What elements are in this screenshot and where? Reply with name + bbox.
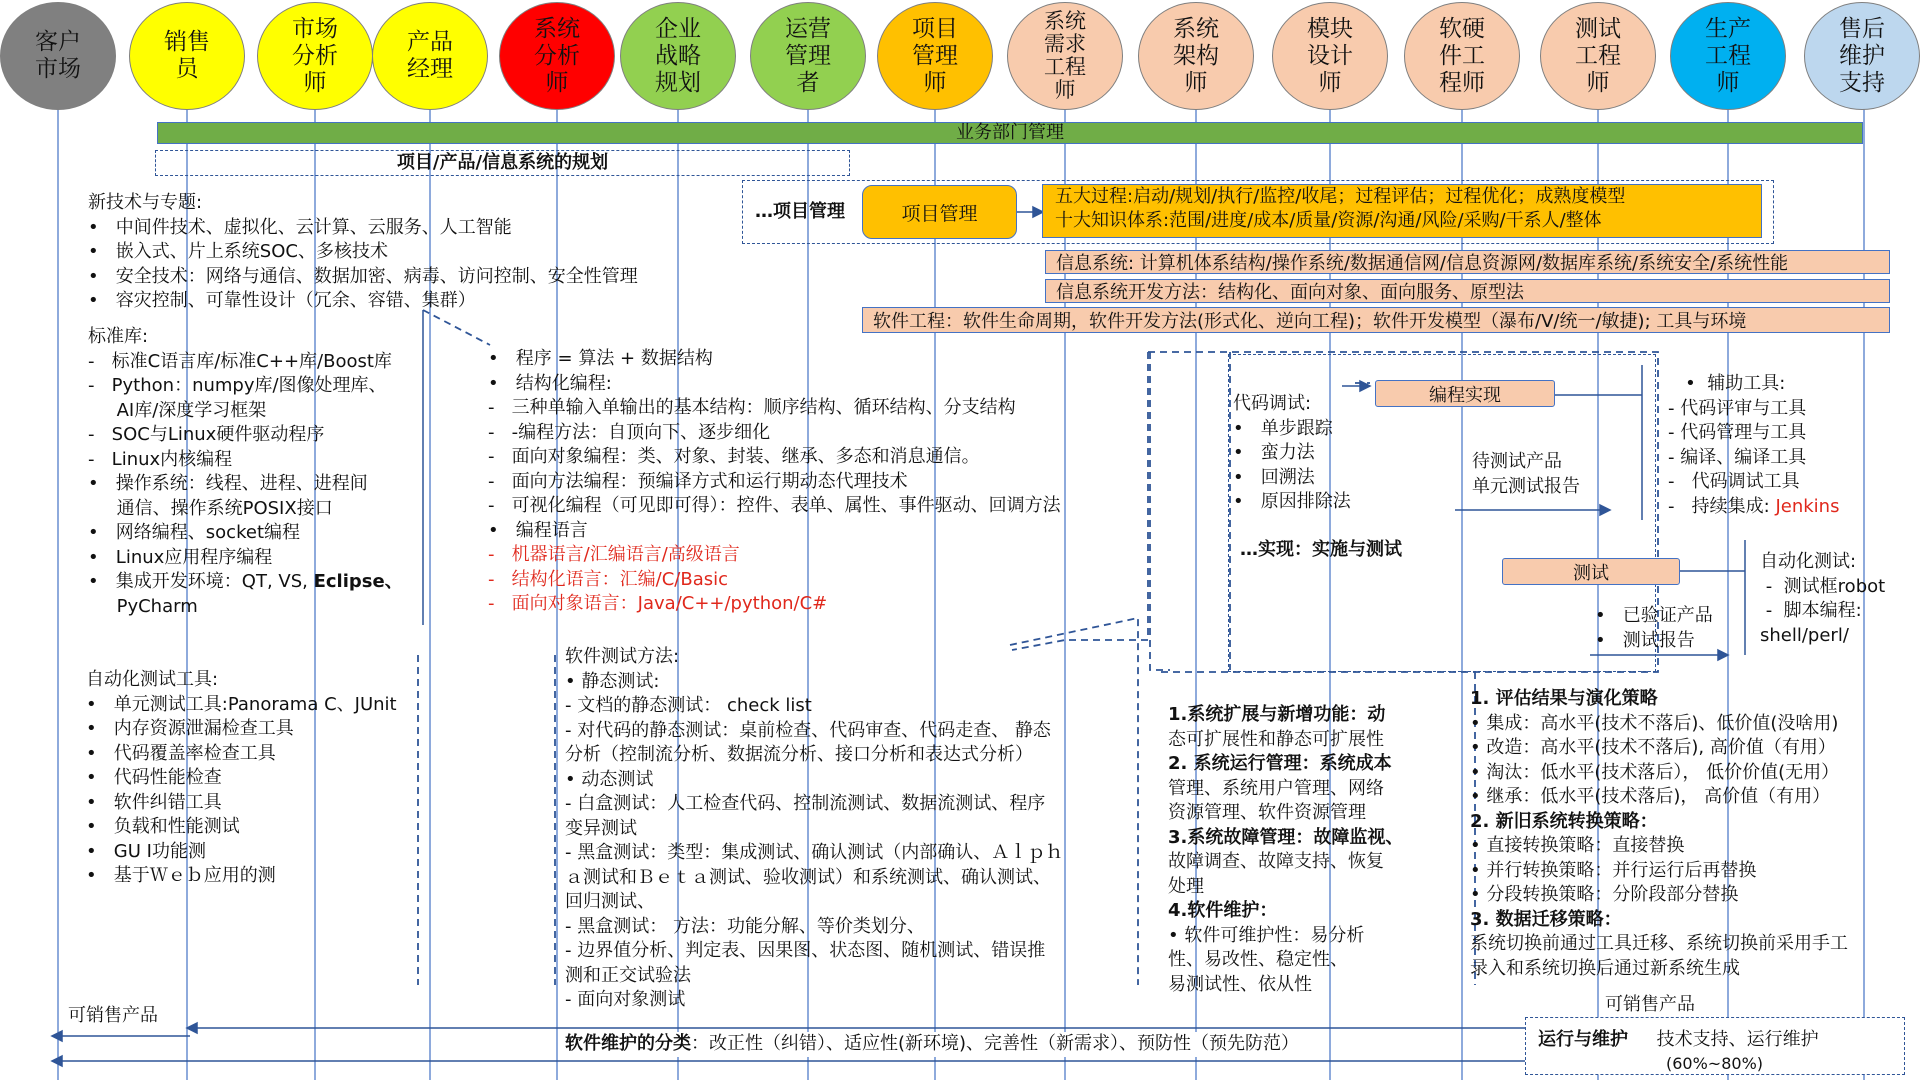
role-customer-market: 客户 市场 bbox=[0, 2, 116, 110]
list-item: • 单步跟踪 bbox=[1233, 417, 1333, 439]
list-item: • 改造：高水平(技术不落后), 高价值（有用） bbox=[1470, 737, 1836, 758]
list-item: shell/perl/ bbox=[1760, 624, 1849, 646]
list-item: • 编程语言 bbox=[488, 519, 588, 541]
test-methods-block bbox=[565, 645, 1063, 1013]
ops-label: 运行与维护 bbox=[1538, 1029, 1628, 1050]
list-item: • 直接转换策略：直接替换 bbox=[1470, 835, 1685, 856]
pm-box: 项目管理 bbox=[862, 185, 1017, 239]
role-requirements-engineer: 系统 需求 工程 师 bbox=[1007, 2, 1123, 110]
aux-tools-title: • 辅助工具: bbox=[1668, 373, 1786, 394]
list-item: - Python：numpy库/图像处理库、 bbox=[88, 375, 387, 396]
role-product-manager: 产品 经理 bbox=[372, 2, 488, 110]
list-item: - 脚本编程: bbox=[1760, 600, 1862, 621]
list-item: • 静态测试: bbox=[565, 670, 660, 692]
new-tech-block bbox=[88, 191, 638, 314]
list-item: 管理、系统用户管理、网络 bbox=[1168, 777, 1384, 799]
operations-box bbox=[1525, 1017, 1905, 1075]
ops-percentage: (60%~80%) bbox=[1666, 1054, 1764, 1073]
list-item: • 基于Ｗｅｂ应用的测 bbox=[86, 865, 276, 886]
list-item: • 继承：低水平(技术落后)， 高价值（有用） bbox=[1470, 786, 1831, 807]
list-item: 1.系统扩展与新增功能：动 bbox=[1168, 704, 1386, 725]
role-module-designer: 模块 设计 师 bbox=[1272, 2, 1388, 110]
test-box: 测试 bbox=[1502, 558, 1680, 585]
role-strategy-planning: 企业 战略 规划 bbox=[620, 2, 736, 110]
list-item: 资源管理、软件资源管理 bbox=[1168, 802, 1366, 823]
list-item: • 集成：高水平(技术不落后)、低价值(没啥用) bbox=[1470, 712, 1839, 734]
planning-box: 项目/产品/信息系统的规划 bbox=[155, 150, 850, 176]
pm-line-2: 十大知识体系:范围/进度/成本/质量/资源/沟通/风险/采购/干系人/整体 bbox=[1055, 210, 1602, 231]
list-item: • 安全技术：网络与通信、数据加密、病毒、访问控制、安全性管理 bbox=[88, 265, 638, 287]
list-item: • 容灾控制、可靠性设计（冗余、容错、集群） bbox=[88, 290, 476, 311]
list-item: - 面向对象编程：类、对象、封装、继承、多态和消息通信。 bbox=[488, 446, 980, 467]
list-item: 1. 评估结果与演化策略 bbox=[1470, 688, 1658, 709]
list-item: • 已验证产品 bbox=[1595, 605, 1713, 626]
list-item: • 测试报告 bbox=[1595, 629, 1695, 651]
list-item: - 代码调试工具 bbox=[1668, 471, 1800, 492]
info-dev-bar: 信息系统开发方法：结构化、面向对象、面向服务、原型法 bbox=[1045, 279, 1890, 303]
role-project-manager: 项目 管理 师 bbox=[877, 2, 993, 110]
list-item: • Linux应用程序编程 bbox=[88, 546, 273, 568]
list-item: - -编程方法：自顶向下、逐步细化 bbox=[488, 421, 771, 443]
maintenance-class: 软件维护的分类：改正性（纠错）、适应性(新环境)、完善性（新需求）、预防性（预先防范） bbox=[565, 1032, 1299, 1057]
list-item: - 代码评审与工具 bbox=[1668, 397, 1807, 419]
role-operations-manager: 运营 管理 者 bbox=[750, 2, 866, 110]
list-item: 态可扩展性和静态可扩展性 bbox=[1168, 728, 1384, 750]
aux-tools-block bbox=[1668, 372, 1839, 519]
list-item: - 白盒测试：人工检查代码、控制流测试、数据流测试、程序 bbox=[565, 793, 1046, 814]
list-item: • 集成开发环境：QT, VS, Eclipse、 bbox=[88, 571, 403, 592]
system-management-block bbox=[1168, 703, 1403, 997]
list-item: • 嵌入式、片上系统SOC、多核技术 bbox=[88, 241, 388, 262]
verified-block bbox=[1595, 604, 1713, 653]
list-item: • 分段转换策略：分阶段部分替换 bbox=[1470, 884, 1739, 905]
list-item: • 负载和性能测试 bbox=[86, 816, 240, 837]
std-lib-block bbox=[88, 325, 403, 619]
to-test-labels bbox=[1472, 450, 1580, 499]
sellable-product-left: 可销售产品 bbox=[68, 1004, 158, 1029]
list-item: • 软件纠错工具 bbox=[86, 791, 222, 813]
debug-block bbox=[1233, 392, 1351, 515]
debug-title: 代码调试: bbox=[1233, 393, 1312, 414]
list-item: - 黑盒测试：类型：集成测试、确认测试（内部确认、Ａｌｐｈ bbox=[565, 842, 1064, 863]
to-test-product: 待测试产品 bbox=[1472, 451, 1562, 472]
unit-test-report: 单元测试报告 bbox=[1472, 475, 1580, 497]
list-item: - 代码管理与工具 bbox=[1668, 422, 1807, 443]
auto-tools-block bbox=[86, 668, 397, 889]
list-item: 变异测试 bbox=[565, 817, 637, 839]
role-system-analyst: 系统 分析 师 bbox=[499, 2, 615, 110]
new-tech-title: 新技术与专题: bbox=[88, 192, 203, 213]
list-item: - 可视化编程（可见即可得）：控件、表单、属性、事件驱动、回调方法 bbox=[488, 495, 1061, 516]
role-market-analyst: 市场 分析 师 bbox=[257, 2, 373, 110]
auto-tools-title: 自动化测试工具: bbox=[86, 669, 219, 690]
list-item: • 蛮力法 bbox=[1233, 442, 1315, 463]
list-item: 测和正交试验法 bbox=[565, 964, 691, 986]
list-item: 3. 数据迁移策略： bbox=[1470, 908, 1622, 930]
list-item: - 三种单输入单输出的基本结构：顺序结构、循环结构、分支结构 bbox=[488, 397, 1016, 418]
list-item: • 结构化编程: bbox=[488, 372, 612, 394]
list-item: • GU I功能测 bbox=[86, 840, 206, 862]
list-item: - 持续集成: Jenkins bbox=[1668, 495, 1840, 517]
list-item: 处理 bbox=[1168, 875, 1204, 897]
info-system-bar: 信息系统: 计算机体系结构/操作系统/数据通信网/信息资源网/数据库系统/系统安全/系统性能 bbox=[1045, 250, 1890, 274]
list-item: 2. 新旧系统转换策略： bbox=[1470, 810, 1658, 832]
list-item: • 网络编程、socket编程 bbox=[88, 522, 300, 543]
list-item: - 编译、编译工具 bbox=[1668, 446, 1807, 468]
implementation-label: …实现：实施与测试 bbox=[1240, 539, 1402, 560]
list-item: - 对代码的静态测试：桌前检查、代码审查、代码走查、 静态 bbox=[565, 719, 1051, 741]
list-item: 易测试性、依从性 bbox=[1168, 973, 1312, 995]
list-item: - 测试框robot bbox=[1760, 575, 1886, 597]
list-item: PyCharm bbox=[116, 595, 198, 617]
list-item: 录入和系统切换后通过新系统生成 bbox=[1470, 957, 1740, 979]
list-item: 系统切换前通过工具迁移、系统切换前采用手工 bbox=[1470, 933, 1848, 954]
list-item: • 代码覆盖率检查工具 bbox=[86, 742, 276, 764]
list-item: 回归测试、 bbox=[565, 891, 655, 912]
list-item: 故障调查、故障支持、恢复 bbox=[1168, 851, 1384, 872]
list-item: 通信、操作系统POSIX接口 bbox=[116, 497, 333, 519]
role-salesperson: 销售 员 bbox=[129, 2, 245, 110]
list-item: - 面向方法编程：预编译方式和运行期动态代理技术 bbox=[488, 470, 908, 492]
business-management-bar: 业务部门管理 bbox=[157, 122, 1863, 144]
list-item: - 标准C语言库/标准C++库/Boost库 bbox=[88, 350, 392, 372]
list-item: - 机器语言/汇编语言/高级语言 bbox=[488, 544, 740, 565]
list-item: • 软件可维护性：易分析 bbox=[1168, 924, 1365, 946]
role-after-sales-support: 售后 维护 支持 bbox=[1804, 2, 1920, 110]
list-item: - 面向对象测试 bbox=[565, 989, 686, 1010]
auto-test-right-block bbox=[1760, 550, 1885, 648]
list-item: • 内存资源泄漏检查工具 bbox=[86, 718, 294, 739]
evaluation-block bbox=[1470, 687, 1848, 981]
list-item: • 原因排除法 bbox=[1233, 491, 1351, 512]
list-item: • 程序 = 算法 + 数据结构 bbox=[488, 348, 713, 369]
pm-line-1: 五大过程:启动/规划/执行/监控/收尾；过程评估；过程优化；成熟度模型 bbox=[1055, 186, 1626, 207]
list-item: - 边界值分析、判定表、因果图、状态图、随机测试、错误推 bbox=[565, 940, 1046, 961]
pm-outer-label: …项目管理 bbox=[755, 201, 845, 222]
sellable-product-right: 可销售产品 bbox=[1605, 993, 1695, 1018]
list-item: - 面向对象语言：Java/C++/python/C# bbox=[488, 593, 828, 614]
software-engineering-bar: 软件工程：软件生命周期，软件开发方法(形式化、逆向工程)；软件开发模型（瀑布/V/统一/敏捷); 工具与环境 bbox=[862, 307, 1890, 333]
list-item: 性、易改性、稳定性、 bbox=[1168, 949, 1348, 970]
list-item: - 结构化语言：汇编/C/Basic bbox=[488, 568, 729, 590]
role-production-engineer: 生产 工程 师 bbox=[1670, 2, 1786, 110]
pm-process-box bbox=[1042, 184, 1762, 238]
list-item: - Linux内核编程 bbox=[88, 448, 233, 470]
std-lib-title: 标准库: bbox=[88, 326, 149, 347]
list-item: • 并行转换策略：并行运行后再替换 bbox=[1470, 859, 1757, 881]
list-item: 2. 系统运行管理：系统成本 bbox=[1168, 753, 1392, 774]
role-hw-sw-engineer: 软硬 件工 程师 bbox=[1404, 2, 1520, 110]
role-test-engineer: 测试 工程 师 bbox=[1540, 2, 1656, 110]
list-item: • 回溯法 bbox=[1233, 466, 1315, 488]
programming-block bbox=[488, 347, 1061, 617]
list-item: • 动态测试 bbox=[565, 768, 654, 790]
list-item: • 操作系统：线程、进程、进程间 bbox=[88, 473, 368, 494]
list-item: - 文档的静态测试： check list bbox=[565, 695, 812, 716]
list-item: AI库/深度学习框架 bbox=[116, 399, 267, 421]
list-item: - SOC与Linux硬件驱动程序 bbox=[88, 424, 325, 445]
list-item: • 单元测试工具:Panorama C、JUnit bbox=[86, 693, 397, 715]
list-item: 分析（控制流分析、数据流分析、接口分析和表达式分析） bbox=[565, 744, 1033, 765]
coding-box: 编程实现 bbox=[1375, 380, 1555, 407]
list-item: • 淘汰：低水平(技术落后）， 低价价值(无用） bbox=[1470, 761, 1840, 783]
test-methods-title: 软件测试方法: bbox=[565, 646, 680, 667]
ops-text: 技术支持、运行维护 bbox=[1656, 1029, 1819, 1050]
list-item: 3.系统故障管理：故障监视、 bbox=[1168, 826, 1404, 848]
auto-test-right-title: 自动化测试: bbox=[1760, 551, 1857, 572]
list-item: • 中间件技术、虚拟化、云计算、云服务、人工智能 bbox=[88, 216, 512, 238]
list-item: • 代码性能检查 bbox=[86, 767, 222, 788]
list-item: - 黑盒测试： 方法：功能分解、等价类划分、 bbox=[565, 915, 925, 937]
list-item: ａ测试和Ｂｅｔａ测试、验收测试）和系统测试、确认测试、 bbox=[565, 866, 1051, 888]
role-system-architect: 系统 架构 师 bbox=[1138, 2, 1254, 110]
list-item: 4.软件维护： bbox=[1168, 900, 1278, 921]
